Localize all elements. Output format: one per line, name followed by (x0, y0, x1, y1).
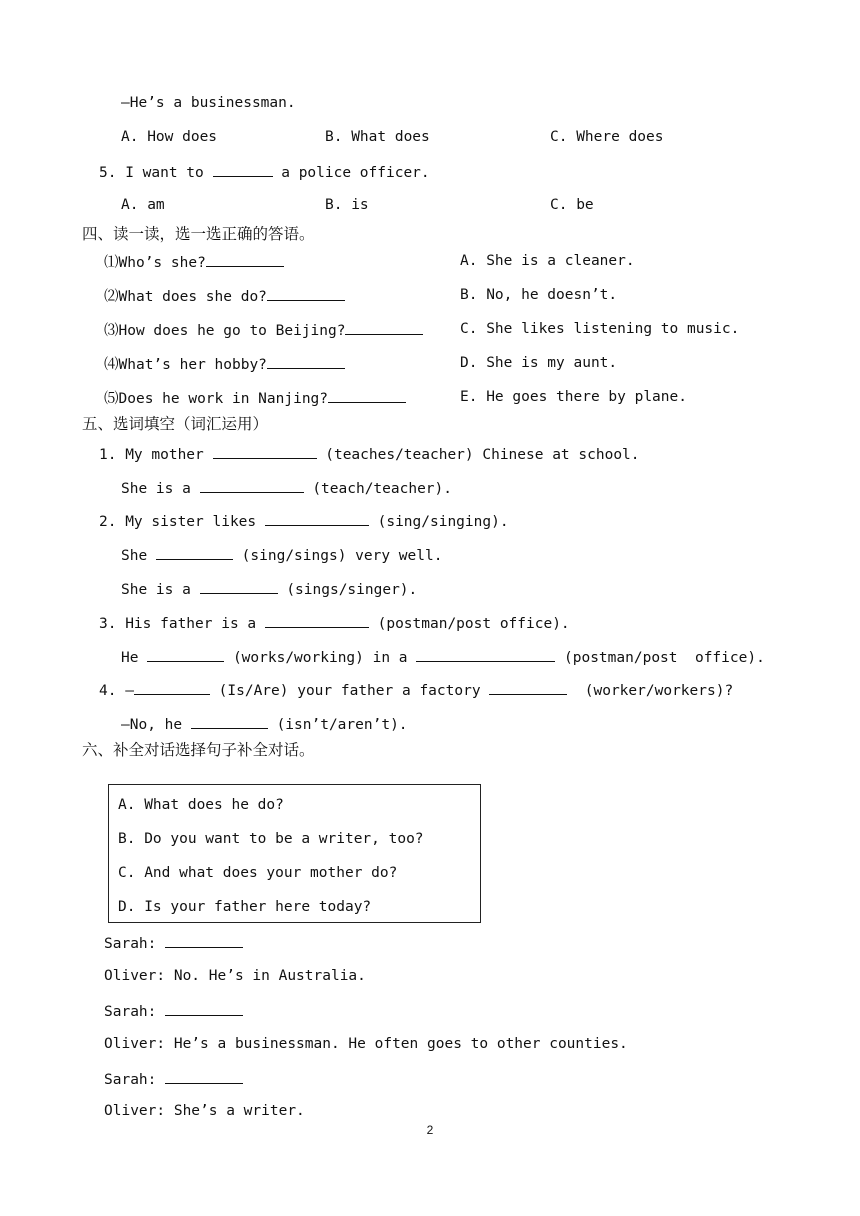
sec5-text: (teaches/teacher) Chinese at school. (325, 447, 640, 463)
sec5-text: —No, he (121, 717, 183, 733)
dialog-oliver-2: Oliver: He’s a businessman. He often goes to other counties. (104, 1036, 628, 1052)
sec5-blank[interactable] (213, 444, 317, 459)
sec5-text: (teach/teacher). (312, 481, 452, 497)
sec5-line-7 (121, 647, 765, 667)
sec5-line-2 (121, 478, 452, 498)
sec5-blank[interactable] (200, 478, 304, 493)
dialog-oliver-1: Oliver: No. He’s in Australia. (104, 968, 366, 984)
sec5-blank[interactable] (156, 545, 233, 560)
sec5-text: She is a (121, 582, 191, 598)
sec5-text: (sing/singing). (377, 514, 509, 530)
sec4-answer-a: A. She is a cleaner. (460, 253, 635, 269)
sec5-text: (sing/sings) very well. (241, 548, 443, 564)
sec5-line-6 (99, 613, 570, 633)
sec5-blank[interactable] (265, 511, 369, 526)
sec5-text: 1. My mother (99, 447, 204, 463)
sec5-text: 2. My sister likes (99, 514, 257, 530)
q5-question (99, 162, 430, 182)
dialog-blank-2[interactable] (165, 1001, 243, 1016)
sec4-blank-2[interactable] (267, 286, 345, 301)
sec6-option-d: D. Is your father here today? (118, 899, 372, 915)
sec5-line-4 (121, 545, 442, 565)
sec4-question-3 (104, 320, 423, 340)
sec5-text: (postman/post office). (564, 650, 765, 666)
sec5-text: (worker/workers)? (584, 683, 734, 699)
dialog-sarah-1 (104, 933, 243, 953)
sec4-question-5 (104, 388, 406, 408)
sec5-blank[interactable] (265, 613, 369, 628)
sec5-text: (postman/post office). (377, 616, 570, 632)
sec4-question-text: ⑸Does he work in Nanjing? (104, 391, 329, 407)
sec6-option-b: B. Do you want to be a writer, too? (118, 831, 424, 847)
page-number: 2 (426, 1123, 434, 1137)
sec5-line-9 (121, 714, 408, 734)
sec4-answer-e: E. He goes there by plane. (460, 389, 687, 405)
sec4-answer-d: D. She is my aunt. (460, 355, 618, 371)
sec4-question-2 (104, 286, 345, 306)
sec5-line-1 (99, 444, 640, 464)
sec5-blank[interactable] (489, 680, 567, 695)
dialog-oliver-3: Oliver: She’s a writer. (104, 1103, 305, 1119)
speaker-label: Sarah: (104, 1072, 157, 1088)
sec4-question-text: ⑴Who’s she? (104, 255, 206, 271)
section-6-title: 六、补全对话选择句子补全对话。 (82, 741, 315, 759)
speaker-label: Sarah: (104, 936, 157, 952)
sec5-text: (Is/Are) your father a factory (218, 683, 481, 699)
section-4-title: 四、读一读，选一选正确的答语。 (82, 225, 315, 243)
sec4-question-4 (104, 354, 345, 374)
dialog-blank-3[interactable] (165, 1069, 243, 1084)
sec5-text: 3. His father is a (99, 616, 257, 632)
dialog-sarah-3 (104, 1069, 243, 1089)
sec4-question-text: ⑷What’s her hobby? (104, 357, 267, 373)
sec5-text: (works/working) in a (232, 650, 408, 666)
sec4-blank-1[interactable] (206, 252, 284, 267)
q5-blank[interactable] (213, 162, 273, 177)
q4-option-a: A. How does (121, 129, 218, 145)
q4-option-c: C. Where does (550, 129, 664, 145)
q5-option-b: B. is (325, 197, 369, 213)
sec4-question-text: ⑵What does she do? (104, 289, 267, 305)
sec5-line-8 (99, 680, 733, 700)
speaker-label: Sarah: (104, 1004, 157, 1020)
q5-option-a: A. am (121, 197, 165, 213)
sec5-line-3 (99, 511, 509, 531)
sec5-blank[interactable] (134, 680, 210, 695)
sec4-question-1 (104, 252, 284, 272)
sec5-text: (isn’t/aren’t). (276, 717, 408, 733)
sec5-blank[interactable] (147, 647, 224, 662)
q5-option-c: C. be (550, 197, 594, 213)
q4-option-b: B. What does (325, 129, 430, 145)
sec6-option-a: A. What does he do? (118, 797, 284, 813)
sec5-blank[interactable] (200, 579, 278, 594)
sec5-blank[interactable] (191, 714, 268, 729)
sec5-blank[interactable] (416, 647, 555, 662)
q5-text-pre: 5. I want to (99, 165, 204, 181)
sec5-text: She is a (121, 481, 191, 497)
sec4-answer-c: C. She likes listening to music. (460, 321, 740, 337)
sec5-line-5 (121, 579, 417, 599)
sec5-text: 4. — (99, 683, 134, 699)
q4-answer-line: —He’s a businessman. (121, 95, 296, 111)
sec4-blank-4[interactable] (267, 354, 345, 369)
sec4-question-text: ⑶How does he go to Beijing? (104, 323, 346, 339)
sec4-answer-b: B. No, he doesn’t. (460, 287, 618, 303)
sec5-text: He (121, 650, 139, 666)
sec5-text: (sings/singer). (286, 582, 418, 598)
q5-text-post: a police officer. (281, 165, 430, 181)
sec4-blank-5[interactable] (328, 388, 406, 403)
sec5-text: She (121, 548, 148, 564)
dialog-blank-1[interactable] (165, 933, 243, 948)
section-5-title: 五、选词填空（词汇运用） (82, 415, 269, 433)
sec6-option-c: C. And what does your mother do? (118, 865, 398, 881)
sec4-blank-3[interactable] (345, 320, 423, 335)
dialog-sarah-2 (104, 1001, 243, 1021)
